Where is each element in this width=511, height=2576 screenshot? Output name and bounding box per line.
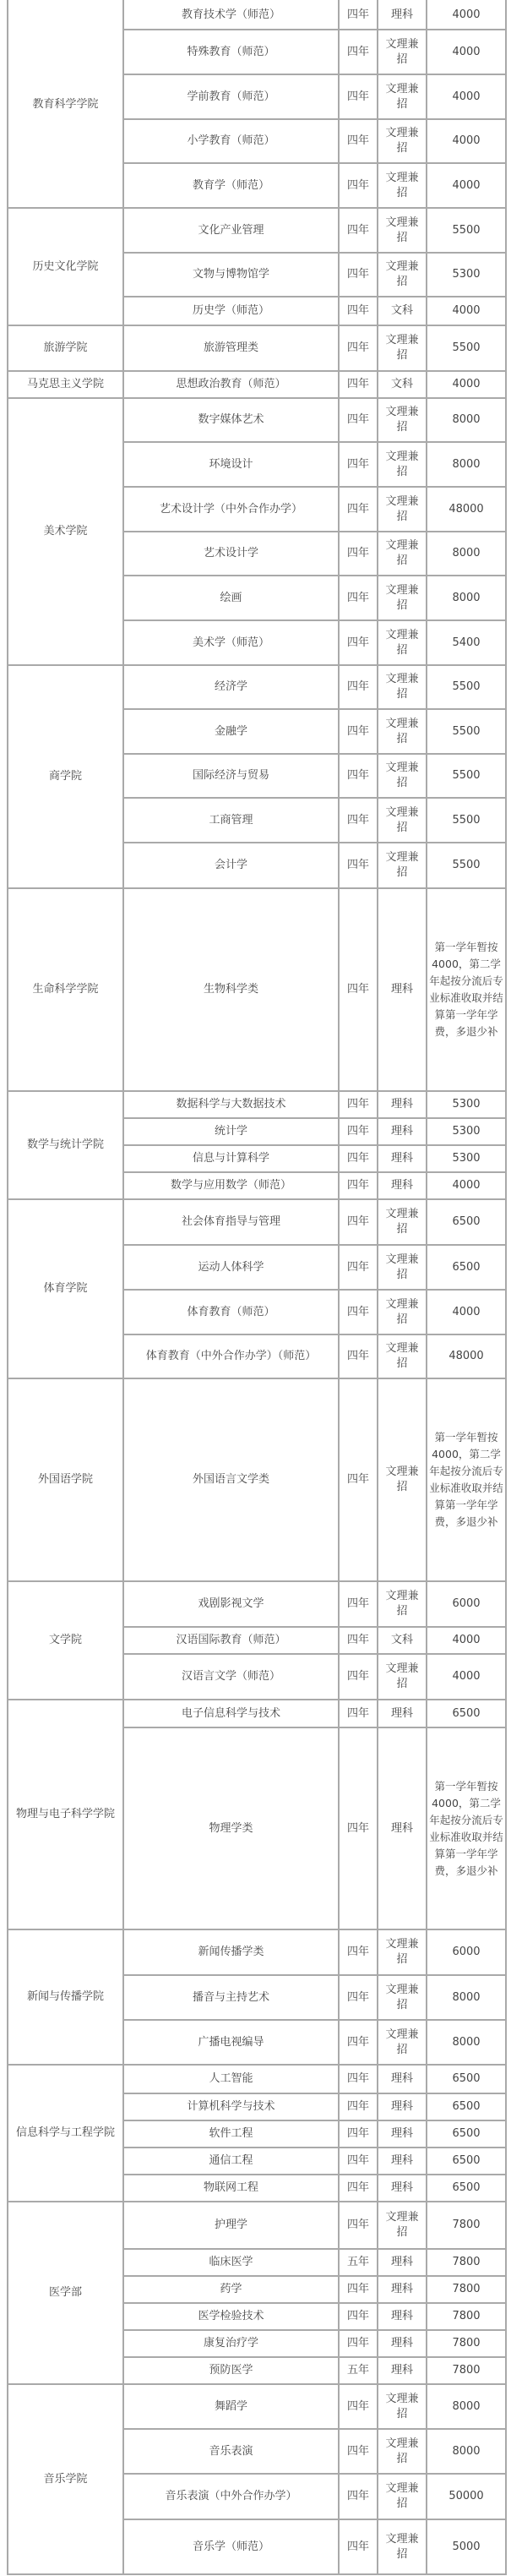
major-cell: 戏剧影视文学 bbox=[198, 1597, 264, 1610]
college-cell: 马克思主义学院 bbox=[26, 378, 104, 390]
subject-cell: 理科 bbox=[390, 2127, 413, 2140]
duration-cell: 四年 bbox=[346, 813, 369, 827]
subject-cell: 文理兼招 bbox=[385, 851, 419, 879]
major-cell: 预防医学 bbox=[209, 2364, 253, 2377]
fee-cell: 8000 bbox=[452, 413, 481, 426]
fee-cell: 4000 bbox=[452, 1305, 481, 1318]
major-cell: 数字媒体艺术 bbox=[198, 413, 264, 426]
subject-cell: 理科 bbox=[390, 2283, 413, 2295]
major-cell: 统计学 bbox=[214, 1125, 247, 1138]
subject-cell: 文理兼招 bbox=[385, 1297, 419, 1326]
subject-cell: 文理兼招 bbox=[385, 628, 419, 657]
duration-cell: 四年 bbox=[346, 2399, 369, 2413]
fee-cell: 7800 bbox=[452, 2256, 481, 2268]
duration-cell: 四年 bbox=[346, 2283, 369, 2295]
fee-cell: 6500 bbox=[452, 1260, 481, 1274]
fee-cell: 5500 bbox=[452, 813, 481, 827]
major-cell: 教育技术学（师范） bbox=[181, 8, 280, 21]
subject-cell: 理科 bbox=[390, 2364, 413, 2377]
duration-cell: 四年 bbox=[346, 45, 369, 58]
subject-cell: 理科 bbox=[390, 1098, 413, 1111]
fee-cell: 5000 bbox=[452, 2540, 481, 2553]
subject-cell: 文理兼招 bbox=[385, 1938, 419, 1966]
duration-cell: 四年 bbox=[346, 502, 369, 516]
major-cell: 人工智能 bbox=[209, 2072, 253, 2085]
major-cell: 汉语国际教育（师范） bbox=[176, 1634, 286, 1646]
fee-cell: 5500 bbox=[452, 769, 481, 782]
subject-cell: 文理兼招 bbox=[385, 761, 419, 789]
duration-cell: 四年 bbox=[346, 2072, 369, 2085]
fee-cell: 8000 bbox=[452, 2035, 481, 2049]
major-cell: 学前教育（师范） bbox=[187, 90, 275, 103]
fee-cell: 4000 bbox=[452, 8, 481, 21]
fee-cell: 4000 bbox=[452, 45, 481, 58]
fee-cell: 6500 bbox=[452, 2072, 481, 2085]
college-cell: 文学院 bbox=[48, 1634, 82, 1646]
duration-cell: 四年 bbox=[346, 134, 369, 147]
subject-cell: 文理兼招 bbox=[385, 127, 419, 155]
fee-cell: 8000 bbox=[452, 1990, 481, 2004]
duration-cell: 四年 bbox=[346, 2154, 369, 2167]
duration-cell: 四年 bbox=[346, 90, 369, 103]
major-cell: 生物科学类 bbox=[203, 983, 258, 996]
subject-cell: 文理兼招 bbox=[385, 1590, 419, 1618]
duration-cell: 四年 bbox=[346, 1260, 369, 1274]
duration-cell: 四年 bbox=[346, 378, 369, 390]
subject-cell: 文理兼招 bbox=[385, 37, 419, 66]
duration-cell: 四年 bbox=[346, 2127, 369, 2140]
duration-cell: 四年 bbox=[346, 2035, 369, 2049]
subject-cell: 理科 bbox=[390, 1125, 413, 1138]
duration-cell: 四年 bbox=[346, 304, 369, 317]
table-border-right bbox=[505, 0, 507, 2575]
fee-cell: 4000 bbox=[452, 134, 481, 147]
duration-cell: 四年 bbox=[346, 1597, 369, 1610]
duration-cell: 五年 bbox=[346, 2364, 369, 2377]
duration-cell: 四年 bbox=[346, 547, 369, 559]
fee-cell: 5300 bbox=[452, 1125, 481, 1138]
subject-cell: 理科 bbox=[390, 2310, 413, 2322]
subject-cell: 文理兼招 bbox=[385, 2532, 419, 2561]
fee-cell: 4000 bbox=[452, 1670, 481, 1683]
college-cell: 音乐学院 bbox=[43, 2472, 88, 2486]
duration-cell: 四年 bbox=[346, 1179, 369, 1192]
duration-cell: 四年 bbox=[346, 2100, 369, 2113]
major-cell: 旅游管理类 bbox=[203, 341, 258, 354]
fee-cell: 8000 bbox=[452, 591, 481, 604]
fee-cell: 6500 bbox=[452, 2154, 481, 2167]
major-cell: 音乐表演（中外合作办学） bbox=[165, 2490, 297, 2502]
major-cell: 信息与计算科学 bbox=[192, 1152, 269, 1165]
duration-cell: 四年 bbox=[346, 1946, 369, 1958]
major-cell: 康复治疗学 bbox=[203, 2337, 258, 2350]
fee-cell: 48000 bbox=[448, 1350, 484, 1362]
college-cell: 医学部 bbox=[48, 2286, 82, 2299]
fee-cell: 5300 bbox=[452, 1152, 481, 1165]
major-cell: 舞蹈学 bbox=[214, 2399, 247, 2413]
duration-cell: 四年 bbox=[346, 2444, 369, 2458]
duration-cell: 四年 bbox=[346, 457, 369, 471]
subject-cell: 文理兼招 bbox=[385, 805, 419, 834]
subject-cell: 理科 bbox=[390, 2100, 413, 2113]
duration-cell: 四年 bbox=[346, 1706, 369, 1720]
major-cell: 物联网工程 bbox=[203, 2181, 258, 2194]
major-cell: 绘画 bbox=[220, 591, 242, 604]
subject-cell: 文理兼招 bbox=[385, 82, 419, 111]
fee-cell: 4000 bbox=[452, 378, 481, 390]
fee-cell: 8000 bbox=[452, 457, 481, 471]
subject-cell: 文理兼招 bbox=[385, 2437, 419, 2465]
fee-cell: 5500 bbox=[452, 724, 481, 738]
major-cell: 体育教育（中外合作办学）（师范） bbox=[145, 1350, 317, 1362]
subject-cell: 理科 bbox=[390, 1152, 413, 1165]
subject-cell: 文理兼招 bbox=[385, 494, 419, 523]
major-cell: 护理学 bbox=[214, 2219, 247, 2231]
college-cell: 信息科学与工程学院 bbox=[15, 2126, 115, 2139]
subject-cell: 文理兼招 bbox=[385, 2211, 419, 2239]
fee-cell: 7800 bbox=[452, 2283, 481, 2295]
duration-cell: 四年 bbox=[346, 1990, 369, 2004]
fee-cell: 7800 bbox=[452, 2219, 481, 2231]
major-cell: 小学教育（师范） bbox=[187, 134, 275, 147]
subject-cell: 理科 bbox=[390, 2181, 413, 2194]
duration-cell: 四年 bbox=[346, 591, 369, 604]
duration-cell: 四年 bbox=[346, 341, 369, 354]
fee-cell: 5300 bbox=[452, 1098, 481, 1111]
fee-cell: 第一学年暂按4000，第二学年起按分流后专业标准收取并结算第一学年学费，多退少补 bbox=[429, 1431, 503, 1528]
major-cell: 艺术设计学 bbox=[203, 547, 258, 559]
major-cell: 广播电视编导 bbox=[198, 2035, 264, 2049]
college-cell: 物理与电子科学学院 bbox=[15, 1808, 115, 1820]
major-cell: 特殊教育（师范） bbox=[187, 45, 275, 58]
subject-cell: 文理兼招 bbox=[385, 583, 419, 612]
subject-cell: 理科 bbox=[390, 1706, 413, 1720]
major-cell: 软件工程 bbox=[209, 2127, 253, 2140]
duration-cell: 四年 bbox=[346, 2219, 369, 2231]
duration-cell: 四年 bbox=[346, 983, 369, 996]
subject-cell: 文理兼招 bbox=[385, 2392, 419, 2420]
duration-cell: 四年 bbox=[346, 724, 369, 738]
subject-cell: 文理兼招 bbox=[385, 216, 419, 244]
fee-cell: 5500 bbox=[452, 341, 481, 354]
major-cell: 汉语言文学（师范） bbox=[181, 1670, 280, 1683]
major-cell: 思想政治教育（师范） bbox=[176, 378, 286, 390]
fee-cell: 6500 bbox=[452, 2127, 481, 2140]
subject-cell: 理科 bbox=[390, 1179, 413, 1192]
major-cell: 环境设计 bbox=[209, 457, 253, 471]
fee-cell: 8000 bbox=[452, 547, 481, 559]
fee-cell: 4000 bbox=[452, 304, 481, 317]
subject-cell: 文理兼招 bbox=[385, 673, 419, 701]
major-cell: 体育教育（师范） bbox=[187, 1305, 275, 1318]
duration-cell: 四年 bbox=[346, 769, 369, 782]
fee-cell: 5300 bbox=[452, 268, 481, 281]
subject-cell: 理科 bbox=[390, 983, 413, 996]
fee-cell: 50000 bbox=[448, 2490, 484, 2502]
duration-cell: 四年 bbox=[346, 8, 369, 21]
major-cell: 工商管理 bbox=[209, 813, 253, 827]
duration-cell: 四年 bbox=[346, 636, 369, 649]
fee-cell: 第一学年暂按4000，第二学年起按分流后专业标准收取并结算第一学年学费，多退少补 bbox=[429, 941, 503, 1038]
duration-cell: 四年 bbox=[346, 859, 369, 871]
major-cell: 通信工程 bbox=[209, 2154, 253, 2167]
college-cell: 美术学院 bbox=[43, 525, 88, 538]
major-cell: 数据科学与大数据技术 bbox=[176, 1098, 286, 1111]
fee-cell: 6500 bbox=[452, 2181, 481, 2194]
major-cell: 数学与应用数学（师范） bbox=[170, 1179, 291, 1192]
duration-cell: 四年 bbox=[346, 2310, 369, 2322]
duration-cell: 四年 bbox=[346, 2181, 369, 2194]
fee-cell: 6500 bbox=[452, 2100, 481, 2113]
subject-cell: 文理兼招 bbox=[385, 260, 419, 288]
subject-cell: 文理兼招 bbox=[385, 2482, 419, 2510]
fee-cell: 6500 bbox=[452, 1215, 481, 1228]
major-cell: 音乐表演 bbox=[209, 2444, 253, 2458]
major-cell: 运动人体科学 bbox=[198, 1260, 264, 1274]
duration-cell: 四年 bbox=[346, 1305, 369, 1318]
subject-cell: 文理兼招 bbox=[385, 334, 419, 362]
fee-cell: 4000 bbox=[452, 1179, 481, 1192]
subject-cell: 理科 bbox=[390, 2337, 413, 2350]
subject-cell: 理科 bbox=[390, 8, 413, 21]
duration-cell: 四年 bbox=[346, 2540, 369, 2553]
major-cell: 新闻传播学类 bbox=[198, 1946, 264, 1958]
duration-cell: 四年 bbox=[346, 1125, 369, 1138]
duration-cell: 四年 bbox=[346, 223, 369, 237]
college-cell: 商学院 bbox=[48, 770, 82, 783]
major-cell: 物理学类 bbox=[209, 1821, 253, 1835]
fee-cell: 7800 bbox=[452, 2310, 481, 2322]
subject-cell: 文理兼招 bbox=[385, 539, 419, 567]
college-cell: 外国语学院 bbox=[37, 1473, 93, 1486]
major-cell: 文物与博物馆学 bbox=[192, 268, 269, 281]
college-cell: 数学与统计学院 bbox=[26, 1138, 104, 1151]
fee-cell: 6000 bbox=[452, 1946, 481, 1958]
duration-cell: 四年 bbox=[346, 413, 369, 426]
duration-cell: 四年 bbox=[346, 2490, 369, 2502]
subject-cell: 文理兼招 bbox=[385, 171, 419, 199]
subject-cell: 文科 bbox=[390, 1634, 413, 1646]
subject-cell: 文理兼招 bbox=[385, 1208, 419, 1236]
college-cell: 教育科学学院 bbox=[32, 97, 99, 111]
fee-cell: 第一学年暂按4000，第二学年起按分流后专业标准收取并结算第一学年学费，多退少补 bbox=[429, 1779, 503, 1877]
subject-cell: 文理兼招 bbox=[385, 2028, 419, 2056]
major-cell: 外国语言文学类 bbox=[192, 1473, 269, 1486]
fee-cell: 8000 bbox=[452, 2444, 481, 2458]
college-cell: 旅游学院 bbox=[43, 341, 88, 354]
major-cell: 美术学（师范） bbox=[192, 636, 269, 649]
duration-cell: 四年 bbox=[346, 1152, 369, 1165]
major-cell: 文化产业管理 bbox=[198, 223, 264, 237]
duration-cell: 四年 bbox=[346, 680, 369, 693]
major-cell: 历史学（师范） bbox=[192, 304, 269, 317]
fee-cell: 4000 bbox=[452, 178, 481, 192]
major-cell: 艺术设计学（中外合作办学） bbox=[159, 502, 302, 516]
duration-cell: 四年 bbox=[346, 1821, 369, 1835]
subject-cell: 文科 bbox=[390, 378, 413, 390]
fee-cell: 48000 bbox=[448, 502, 484, 516]
major-cell: 会计学 bbox=[214, 859, 247, 871]
major-cell: 教育学（师范） bbox=[192, 178, 269, 192]
major-cell: 音乐学（师范） bbox=[192, 2540, 269, 2553]
subject-cell: 理科 bbox=[390, 2256, 413, 2268]
group-divider bbox=[7, 2573, 507, 2575]
major-cell: 电子信息科学与技术 bbox=[181, 1706, 280, 1720]
subject-cell: 文理兼招 bbox=[385, 1465, 419, 1493]
fee-cell: 5500 bbox=[452, 680, 481, 693]
major-cell: 金融学 bbox=[214, 724, 247, 738]
major-cell: 社会体育指导与管理 bbox=[181, 1215, 280, 1228]
subject-cell: 文理兼招 bbox=[385, 406, 419, 434]
duration-cell: 四年 bbox=[346, 1670, 369, 1683]
major-cell: 医学检验技术 bbox=[198, 2310, 264, 2322]
fee-cell: 5500 bbox=[452, 859, 481, 871]
fee-cell: 5400 bbox=[452, 636, 481, 649]
college-cell: 生命科学学院 bbox=[32, 983, 99, 996]
major-cell: 临床医学 bbox=[209, 2256, 253, 2268]
subject-cell: 文理兼招 bbox=[385, 717, 419, 745]
subject-cell: 文理兼招 bbox=[385, 1253, 419, 1281]
college-cell: 历史文化学院 bbox=[32, 259, 99, 273]
fee-cell: 7800 bbox=[452, 2364, 481, 2377]
fee-cell: 5500 bbox=[452, 223, 481, 237]
duration-cell: 四年 bbox=[346, 1098, 369, 1111]
duration-cell: 四年 bbox=[346, 178, 369, 192]
fee-cell: 7800 bbox=[452, 2337, 481, 2350]
duration-cell: 四年 bbox=[346, 1215, 369, 1228]
subject-cell: 文理兼招 bbox=[385, 450, 419, 478]
subject-cell: 文理兼招 bbox=[385, 1983, 419, 2011]
fee-cell: 6500 bbox=[452, 1706, 481, 1720]
subject-cell: 理科 bbox=[390, 1821, 413, 1835]
major-cell: 药学 bbox=[220, 2283, 242, 2295]
major-cell: 经济学 bbox=[214, 680, 247, 693]
subject-cell: 文科 bbox=[390, 304, 413, 317]
fee-cell: 8000 bbox=[452, 2399, 481, 2413]
college-cell: 体育学院 bbox=[43, 1282, 88, 1295]
duration-cell: 四年 bbox=[346, 1634, 369, 1646]
major-cell: 国际经济与贸易 bbox=[192, 769, 269, 782]
major-cell: 计算机科学与技术 bbox=[187, 2100, 275, 2113]
subject-cell: 理科 bbox=[390, 2072, 413, 2085]
duration-cell: 四年 bbox=[346, 2337, 369, 2350]
fee-cell: 4000 bbox=[452, 90, 481, 103]
subject-cell: 理科 bbox=[390, 2154, 413, 2167]
subject-cell: 文理兼招 bbox=[385, 1342, 419, 1370]
fee-cell: 6000 bbox=[452, 1597, 481, 1610]
subject-cell: 文理兼招 bbox=[385, 1662, 419, 1690]
duration-cell: 五年 bbox=[346, 2256, 369, 2268]
fee-cell: 4000 bbox=[452, 1634, 481, 1646]
duration-cell: 四年 bbox=[346, 268, 369, 281]
college-cell: 新闻与传播学院 bbox=[26, 1990, 104, 2003]
major-cell: 播音与主持艺术 bbox=[192, 1990, 269, 2004]
duration-cell: 四年 bbox=[346, 1473, 369, 1486]
duration-cell: 四年 bbox=[346, 1350, 369, 1362]
